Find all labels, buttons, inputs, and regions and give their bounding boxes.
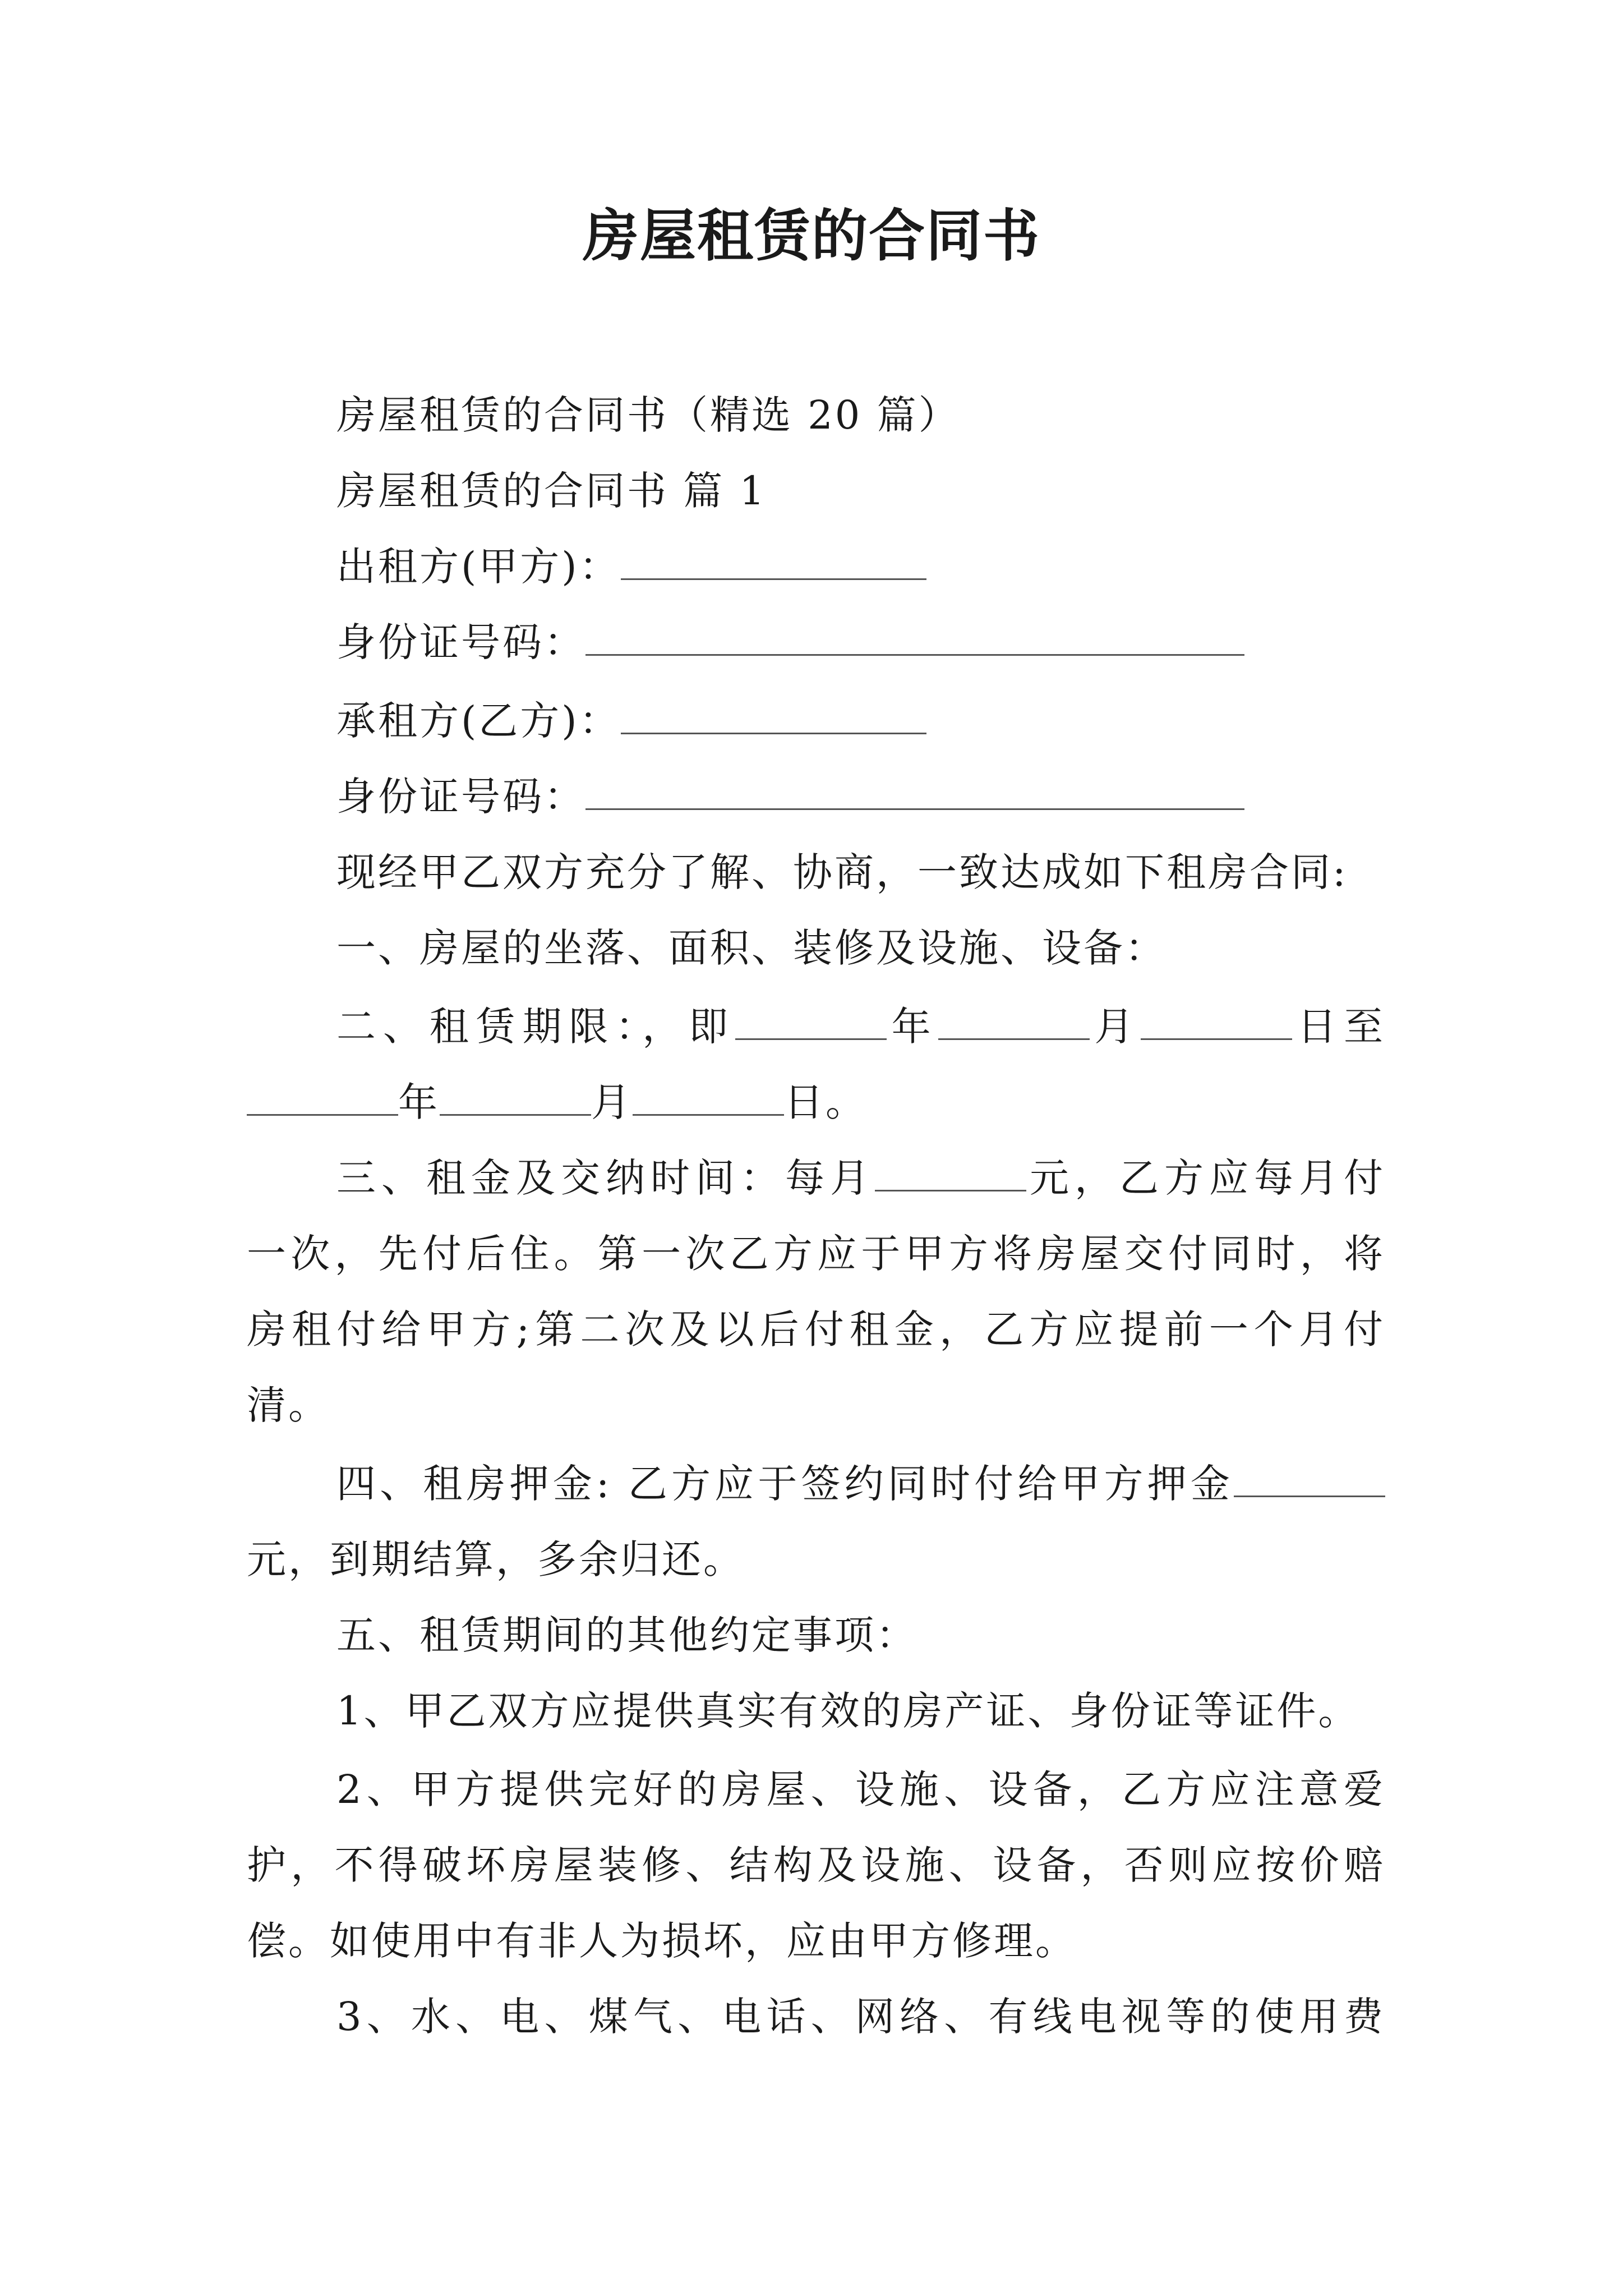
lessor-field	[336, 539, 1385, 595]
lessee-id-blank	[585, 774, 1244, 810]
clause-2-line-2	[247, 1074, 1385, 1130]
lessor-blank	[621, 544, 926, 580]
lessee-label: 承租方(乙方)：	[336, 698, 621, 744]
clause-4-line-2: 元，到期结算，多余归还。	[247, 1536, 745, 1582]
clause-3-line-4: 清。	[247, 1382, 330, 1428]
lessee-field	[336, 693, 1385, 749]
lessor-id-label: 身份证号码：	[336, 619, 585, 665]
lessor-id-field	[336, 614, 1385, 670]
clause-2-day-to: 日至	[1292, 1004, 1386, 1050]
clause-3-line-3: 房租付给甲方;第二次及以后付租金，乙方应提前一个月付	[247, 1306, 1385, 1352]
lessee-id-field	[336, 769, 1385, 825]
clause-2-year: 年	[886, 1004, 938, 1050]
item-2-line-3: 偿。如使用中有非人为损坏，应由甲方修理。	[247, 1918, 1077, 1964]
clause-2-day-end: 日。	[784, 1079, 867, 1125]
clause-2-end-month: 月	[591, 1079, 633, 1125]
clause-2-prefix: 二、租赁期限：，即	[336, 1004, 735, 1050]
clause-2-line-1	[336, 999, 1385, 1055]
clause-2-end-year: 年	[398, 1079, 440, 1125]
end-year-blank	[247, 1079, 398, 1116]
item-3-line-1: 3、水、电、煤气、电话、网络、有线电视等的使用费	[336, 1994, 1385, 2040]
clause-3-line-1	[336, 1150, 1385, 1206]
start-month-blank	[938, 1004, 1090, 1040]
item-2-line-1: 2、甲方提供完好的房屋、设施、设备，乙方应注意爱	[336, 1766, 1385, 1812]
lessee-blank	[621, 698, 926, 734]
deposit-blank	[1234, 1461, 1385, 1497]
document-title: 房屋租赁的合同书	[583, 203, 1040, 269]
clause-5: 五、租赁期间的其他约定事项：	[336, 1612, 917, 1658]
clause-3-line-2: 一次，先付后住。第一次乙方应于甲方将房屋交付同时，将	[247, 1231, 1385, 1277]
item-1: 1、甲乙双方应提供真实有效的房产证、身份证等证件。	[336, 1688, 1360, 1734]
start-day-blank	[1141, 1004, 1292, 1040]
end-month-blank	[440, 1079, 591, 1116]
section-heading: 房屋租赁的合同书 篇 1	[336, 468, 767, 514]
intro-paragraph: 现经甲乙双方充分了解、协商，一致达成如下租房合同:	[336, 849, 1348, 895]
clause-3-prefix: 三、租金及交纳时间：每月	[336, 1155, 875, 1201]
document-subtitle: 房屋租赁的合同书（精选 20 篇）	[336, 392, 960, 438]
clause-1: 一、房屋的坐落、面积、装修及设施、设备：	[336, 925, 1166, 971]
clause-2-month: 月	[1089, 1004, 1141, 1050]
start-year-blank	[735, 1004, 887, 1040]
lessor-id-blank	[585, 619, 1244, 656]
end-day-blank	[633, 1079, 784, 1116]
monthly-rent-blank	[875, 1155, 1026, 1191]
lessor-label: 出租方(甲方)：	[336, 544, 621, 590]
item-2-line-2: 护，不得破坏房屋装修、结构及设施、设备，否则应按价赔	[247, 1842, 1385, 1888]
lessee-id-label: 身份证号码：	[336, 774, 585, 820]
clause-4-line-1	[336, 1456, 1385, 1512]
clause-3-suffix: 元，乙方应每月付	[1026, 1155, 1385, 1201]
clause-4-prefix: 四、租房押金: 乙方应于签约同时付给甲方押金	[336, 1461, 1234, 1507]
